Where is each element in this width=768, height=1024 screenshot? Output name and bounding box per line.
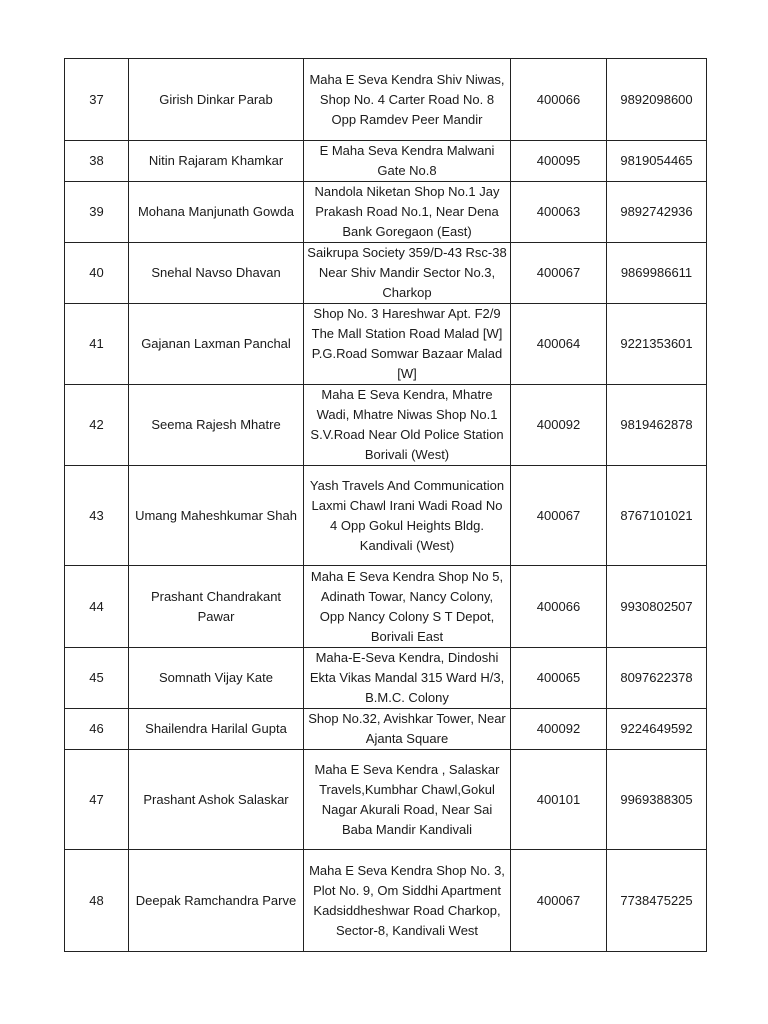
mobile-number: 9969388305 (607, 750, 707, 850)
table-row (65, 304, 707, 385)
pincode: 400092 (511, 709, 607, 750)
operator-name: Deepak Ramchandra Parve (129, 850, 304, 952)
pincode: 400101 (511, 750, 607, 850)
operator-name: Mohana Manjunath Gowda (129, 182, 304, 243)
table-row (65, 385, 707, 466)
mobile-number: 8767101021 (607, 466, 707, 566)
mobile-number: 9224649592 (607, 709, 707, 750)
serial-number: 39 (65, 182, 129, 243)
serial-number: 46 (65, 709, 129, 750)
operator-name: Prashant Ashok Salaskar (129, 750, 304, 850)
operator-name: Snehal Navso Dhavan (129, 243, 304, 304)
operator-name: Nitin Rajaram Khamkar (129, 141, 304, 182)
serial-number: 37 (65, 59, 129, 141)
pincode: 400063 (511, 182, 607, 243)
operator-name: Somnath Vijay Kate (129, 648, 304, 709)
mobile-number: 7738475225 (607, 850, 707, 952)
pincode: 400065 (511, 648, 607, 709)
mobile-number: 9930802507 (607, 566, 707, 648)
mobile-number: 9221353601 (607, 304, 707, 385)
center-address: Saikrupa Society 359/D-43 Rsc-38 Near Shiv Mandir Sector No.3, Charkop (304, 243, 511, 304)
serial-number: 41 (65, 304, 129, 385)
serial-number: 40 (65, 243, 129, 304)
table-row (65, 566, 707, 648)
center-address: Nandola Niketan Shop No.1 Jay Prakash Road No.1, Near Dena Bank Goregaon (East) (304, 182, 511, 243)
table-row (65, 141, 707, 182)
mobile-number: 9819054465 (607, 141, 707, 182)
center-address: Shop No. 3 Hareshwar Apt. F2/9 The Mall Station Road Malad [W] P.G.Road Somwar Bazaar Malad [W] (304, 304, 511, 385)
table-row (65, 182, 707, 243)
table-row (65, 850, 707, 952)
center-address: Shop No.32, Avishkar Tower, Near Ajanta Square (304, 709, 511, 750)
table-row (65, 709, 707, 750)
pincode: 400067 (511, 466, 607, 566)
serial-number: 47 (65, 750, 129, 850)
center-address: Maha-E-Seva Kendra, Dindoshi Ekta Vikas Mandal 315 Ward H/3, B.M.C. Colony (304, 648, 511, 709)
mobile-number: 9819462878 (607, 385, 707, 466)
table-row (65, 243, 707, 304)
pincode: 400066 (511, 59, 607, 141)
mobile-number: 9869986611 (607, 243, 707, 304)
center-address: Maha E Seva Kendra Shop No. 3, Plot No. 9, Om Siddhi Apartment Kadsiddheshwar Road Charkop, Sector-8, Kandivali West (304, 850, 511, 952)
center-address: Maha E Seva Kendra Shiv Niwas, Shop No. 4 Carter Road No. 8 Opp Ramdev Peer Mandir (304, 59, 511, 141)
pincode: 400095 (511, 141, 607, 182)
serial-number: 44 (65, 566, 129, 648)
center-address: Maha E Seva Kendra Shop No 5, Adinath Towar, Nancy Colony, Opp Nancy Colony S T Depot, Borivali East (304, 566, 511, 648)
operator-name: Prashant Chandrakant Pawar (129, 566, 304, 648)
center-address: Maha E Seva Kendra , Salaskar Travels,Kumbhar Chawl,Gokul Nagar Akurali Road, Near Sai Baba Mandir Kandivali (304, 750, 511, 850)
operator-name: Shailendra Harilal Gupta (129, 709, 304, 750)
pincode: 400067 (511, 850, 607, 952)
table-row (65, 466, 707, 566)
serial-number: 43 (65, 466, 129, 566)
operator-name: Seema Rajesh Mhatre (129, 385, 304, 466)
operator-name: Umang Maheshkumar Shah (129, 466, 304, 566)
table-row (65, 750, 707, 850)
serial-number: 45 (65, 648, 129, 709)
serial-number: 38 (65, 141, 129, 182)
pincode: 400066 (511, 566, 607, 648)
table-row (65, 59, 707, 141)
center-address: Yash Travels And Communication Laxmi Chawl Irani Wadi Road No 4 Opp Gokul Heights Bldg. Kandivali (West) (304, 466, 511, 566)
pincode: 400092 (511, 385, 607, 466)
serial-number: 42 (65, 385, 129, 466)
mobile-number: 8097622378 (607, 648, 707, 709)
operator-name: Gajanan Laxman Panchal (129, 304, 304, 385)
kendra-table (64, 58, 707, 952)
mobile-number: 9892098600 (607, 59, 707, 141)
table-row (65, 648, 707, 709)
pincode: 400067 (511, 243, 607, 304)
operator-name: Girish Dinkar Parab (129, 59, 304, 141)
center-address: E Maha Seva Kendra Malwani Gate No.8 (304, 141, 511, 182)
serial-number: 48 (65, 850, 129, 952)
pincode: 400064 (511, 304, 607, 385)
center-address: Maha E Seva Kendra, Mhatre Wadi, Mhatre Niwas Shop No.1 S.V.Road Near Old Police Station Borivali (West) (304, 385, 511, 466)
mobile-number: 9892742936 (607, 182, 707, 243)
